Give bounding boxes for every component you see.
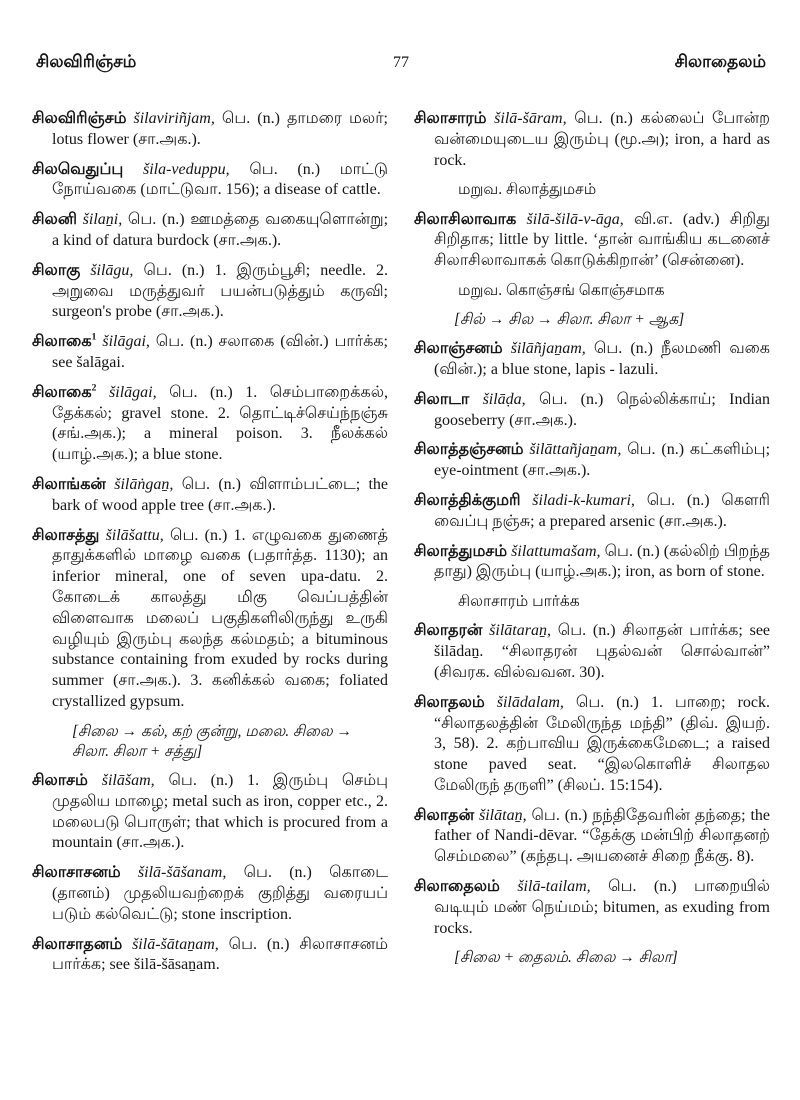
entry-definition: வி.எ. (adv.) சிறிது சிறிதாக; little by little. ‘தான் வாங்கிய கடனைச் சிலாசிலாவாகக் கொடுக்கிறான்’ (சென்னை). bbox=[434, 210, 771, 270]
dictionary-entry bbox=[32, 261, 388, 323]
left-column bbox=[32, 100, 388, 985]
entry-headword: சிலாதலம் bbox=[414, 693, 485, 711]
entry-transliteration: šilāgu, bbox=[90, 261, 134, 279]
dictionary-entry bbox=[32, 383, 388, 466]
dictionary-entry bbox=[414, 210, 770, 272]
entry-headword: சிலாசாரம் bbox=[414, 110, 487, 127]
entry-transliteration: šilā-šāšanam, bbox=[137, 864, 227, 882]
dictionary-entry bbox=[414, 542, 770, 584]
entry-headword: சிலாஞ்சனம் bbox=[414, 340, 503, 358]
variant-note: மறுவ. கொஞ்சங் கொஞ்சமாக bbox=[458, 281, 665, 299]
entry-transliteration: šilāgai, bbox=[109, 383, 157, 401]
dictionary-entry bbox=[32, 332, 388, 374]
dictionary-entry bbox=[414, 806, 770, 868]
entry-headword: சிலாத்துமசம் bbox=[414, 542, 508, 560]
entry-definition: பெ. (n.) 1. பாறை; rock. “சிலாதலத்தின் மேலிருந்த மந்தி” (திவ். இயற். 3, 58). 2. கற்பாவிய இருக்கைமேடை; a raised stone paved seat. “இலகொளிச் சிலாதல மேலிருந் தருளி” (சிலப். 15:154). bbox=[434, 693, 771, 794]
entry-headword: சிலனி bbox=[32, 211, 77, 229]
entry-definition: பெ. (n.) 1. இரும்பு செம்பு முதலிய மாழை; metal such as iron, copper etc., 2. மலைபடு பொருள்; that which is procured from a mountain (சா.அக.). bbox=[52, 772, 389, 852]
right-column bbox=[414, 100, 770, 985]
entry-transliteration: šilāšattu, bbox=[105, 526, 164, 544]
entry-headword: சிலாத்திக்குமரி bbox=[414, 491, 521, 509]
entry-definition: பெ. (n.) 1. செம்பாறைக்கல், தேக்கல்; gravel stone. 2. தொட்டிச்செய்ந்நஞ்சு (சங்.அக.); a mineral poison. 3. நீலக்கல் (யாழ்.அக.); a blue stone. bbox=[52, 383, 389, 464]
entry-definition: பெ. (n.) நந்திதேவரின் தந்தை; the father of Nandi-dēvar. “தேக்கு மன்பிற் சிலாதனற் செம்மலை” (கந்தபு. அயனைச் சிறை நீக்கு. 8). bbox=[434, 806, 771, 866]
dictionary-entry bbox=[32, 935, 388, 977]
entry-definition: பெ. (n.) நெல்லிக்காய்; Indian gooseberry (சா.அக.). bbox=[434, 390, 771, 429]
entry-transliteration: šilaṉi, bbox=[82, 211, 123, 229]
entry-headword: சிலாடா bbox=[414, 390, 470, 408]
dictionary-entry bbox=[414, 109, 770, 171]
etymology-note: [சில் → சில → சிலா. சிலா + ஆக] bbox=[454, 311, 685, 329]
variant-note: சிலாசாரம் பார்க்க bbox=[458, 593, 580, 611]
entry-headword: சிலாசத்து bbox=[32, 526, 100, 544]
entry-headword: சிலவெதுப்பு bbox=[32, 160, 124, 178]
entry-headword: சிலாத்தஞ்சனம் bbox=[414, 441, 524, 459]
entry-headword: சிலாசாசனம் bbox=[32, 864, 121, 882]
entry-definition: பெ. (n.) பாறையில் வடியும் மண் நெய்மம்; bitumen, as exuding from rocks. bbox=[434, 878, 770, 937]
entry-headword: சிலாகு bbox=[32, 261, 81, 279]
dictionary-entry bbox=[414, 491, 770, 533]
dictionary-entry bbox=[414, 693, 770, 797]
entry-transliteration: šilā-šātaṉam, bbox=[132, 935, 219, 953]
etymology-note: [சிலை + தைலம். சிலை → சிலா] bbox=[454, 949, 678, 967]
entry-headword: சிலவிரிஞ்சம் bbox=[32, 110, 127, 127]
entry-definition: பெ. (n.) மாட்டு நோய்வகை (மாட்டுவா. 156); a disease of cattle. bbox=[52, 160, 388, 199]
entry-transliteration: šila-veduppu, bbox=[142, 160, 230, 178]
entry-transliteration: šilā-tailam, bbox=[517, 878, 591, 896]
entry-definition: பெ. (n.) கல்லைப் போன்ற வன்மையுடைய இரும்பு (மூ.அ); iron, a hard as rock. bbox=[434, 110, 770, 169]
entry-headword: சிலாகை bbox=[32, 333, 92, 351]
page-number: 77 bbox=[393, 54, 409, 71]
entry-transliteration: šilāñjaṉam, bbox=[510, 340, 586, 358]
dictionary-entry bbox=[414, 877, 770, 939]
running-head-right: சிலாதைலம் bbox=[674, 52, 766, 71]
entry-transliteration: šilaviriñjam, bbox=[133, 110, 215, 127]
entry-headword: சிலாசிலாவாக bbox=[414, 210, 517, 228]
entry-definition: பெ. (n.) சிலாதன் பார்க்க; see šilādaṉ. “சிலாதரன் புதல்வன் சொல்வான்” (சிவரக. வில்வவன. 30). bbox=[434, 622, 771, 681]
headword-superscript: 2 bbox=[91, 382, 97, 394]
entry-definition: பெ. (n.) 1. இரும்பூசி; needle. 2. அறுவை மருத்துவர் பயன்படுத்தும் கருவி; surgeon's probe (சா.அக.). bbox=[52, 261, 389, 321]
dictionary-entry bbox=[32, 475, 388, 517]
entry-definition: பெ. (n.) சிலாசாசனம் பார்க்க; see šilā-šāsaṉam. bbox=[52, 935, 389, 974]
entry-headword: சிலாதன் bbox=[414, 806, 475, 824]
entry-transliteration: šiladi-k-kumari, bbox=[532, 491, 635, 509]
entry-transliteration: šilātaṉ, bbox=[479, 806, 527, 824]
entry-definition: பெ. (n.) நீலமணி வகை (வின்.); a blue stone, lapis - lazuli. bbox=[434, 340, 771, 378]
dictionary-entry bbox=[32, 771, 388, 854]
entry-transliteration: šilādalam, bbox=[496, 693, 564, 711]
dictionary-entry bbox=[32, 160, 388, 202]
entry-headword: சிலாதரன் bbox=[414, 622, 483, 640]
entry-transliteration: šilā-šāram, bbox=[494, 110, 567, 127]
entry-definition: பெ. (n.) கொடை (தானம்) முதலியவற்றைக் குறித்து வரையப் படும் கல்வெட்டு; stone inscription. bbox=[52, 864, 389, 923]
dictionary-entry bbox=[414, 339, 770, 381]
entry-definition: பெ. (n.) சலாகை (வின்.) பார்க்க; see šalāgai. bbox=[52, 333, 389, 371]
dictionary-entry bbox=[32, 526, 388, 713]
entry-transliteration: šilāṅgaṉ, bbox=[114, 475, 174, 493]
dictionary-entry bbox=[32, 210, 388, 252]
entry-headword: சிலாசாதனம் bbox=[32, 935, 123, 953]
entry-definition: பெ. (n.) ஊமத்தை வகையுளொன்று; a kind of datura burdock (சா.அக.). bbox=[52, 211, 389, 249]
entry-definition: பெ. (n.) தாமரை மலர்; lotus flower (சா.அக.). bbox=[52, 110, 388, 148]
entry-transliteration: šilā-šilā-v-āga, bbox=[526, 210, 624, 228]
variant-note: மறுவ. சிலாத்துமசம் bbox=[458, 181, 597, 199]
entry-definition: பெ. (n.) கௌரி வைப்பு நஞ்சு; a prepared arsenic (சா.அக.). bbox=[434, 491, 771, 530]
dictionary-entry bbox=[414, 390, 770, 432]
dictionary-entry bbox=[32, 109, 388, 151]
entry-headword: சிலாதைலம் bbox=[414, 878, 500, 896]
etymology-note: [சிலை → கல், கற் குன்று, மலை. சிலை → சிலா. சிலா + சத்து] bbox=[72, 722, 353, 760]
entry-transliteration: šilātaraṉ, bbox=[489, 622, 551, 640]
dictionary-entry bbox=[414, 440, 770, 482]
dictionary-entry bbox=[32, 863, 388, 925]
entry-definition: பெ. (n.) கட்களிம்பு; eye-ointment (சா.அக.). bbox=[434, 441, 771, 480]
entry-transliteration: šilattumašam, bbox=[511, 542, 601, 560]
entry-definition: பெ. (n.) விளாம்பட்டை; the bark of wood apple tree (சா.அக.). bbox=[52, 475, 389, 514]
entry-transliteration: šilāšam, bbox=[101, 772, 155, 789]
entry-transliteration: šilāḍa, bbox=[482, 390, 526, 408]
headword-superscript: 1 bbox=[91, 331, 97, 343]
entry-definition: பெ. (n.) (கல்லிற் பிறந்த தாது) இரும்பு (யாழ்.அக.); iron, as born of stone. bbox=[434, 542, 771, 581]
entry-transliteration: šilāttañjaṉam, bbox=[529, 441, 622, 459]
entry-transliteration: šilāgai, bbox=[102, 333, 150, 351]
two-column-body bbox=[32, 100, 770, 985]
entry-headword: சிலாகை bbox=[32, 383, 92, 401]
running-head-left: சிலவிரிஞ்சம் bbox=[36, 52, 137, 71]
entry-headword: சிலாங்கன் bbox=[32, 475, 106, 493]
entry-headword: சிலாசம் bbox=[32, 772, 88, 789]
entry-definition: பெ. (n.) 1. எழுவகை துணைத் தாதுக்களில் மாழை வகை (பதார்த்த. 1130); an inferior mineral, one of seven upa-datu. 2. கோடைக் காலத்து மிகு வெப்பத்தின் விளைவாக மலைப் பகுதிகளிலிருந்து உருகி வழியும் இரும்பு கலந்த கல்மதம்; a bituminous substance containing from exuded by rocks during summer (சா.அக.). 3. கனிக்கல் வகை; foliated crystallized gypsum. bbox=[52, 526, 389, 710]
dictionary-entry bbox=[414, 621, 770, 683]
running-header bbox=[32, 52, 770, 74]
